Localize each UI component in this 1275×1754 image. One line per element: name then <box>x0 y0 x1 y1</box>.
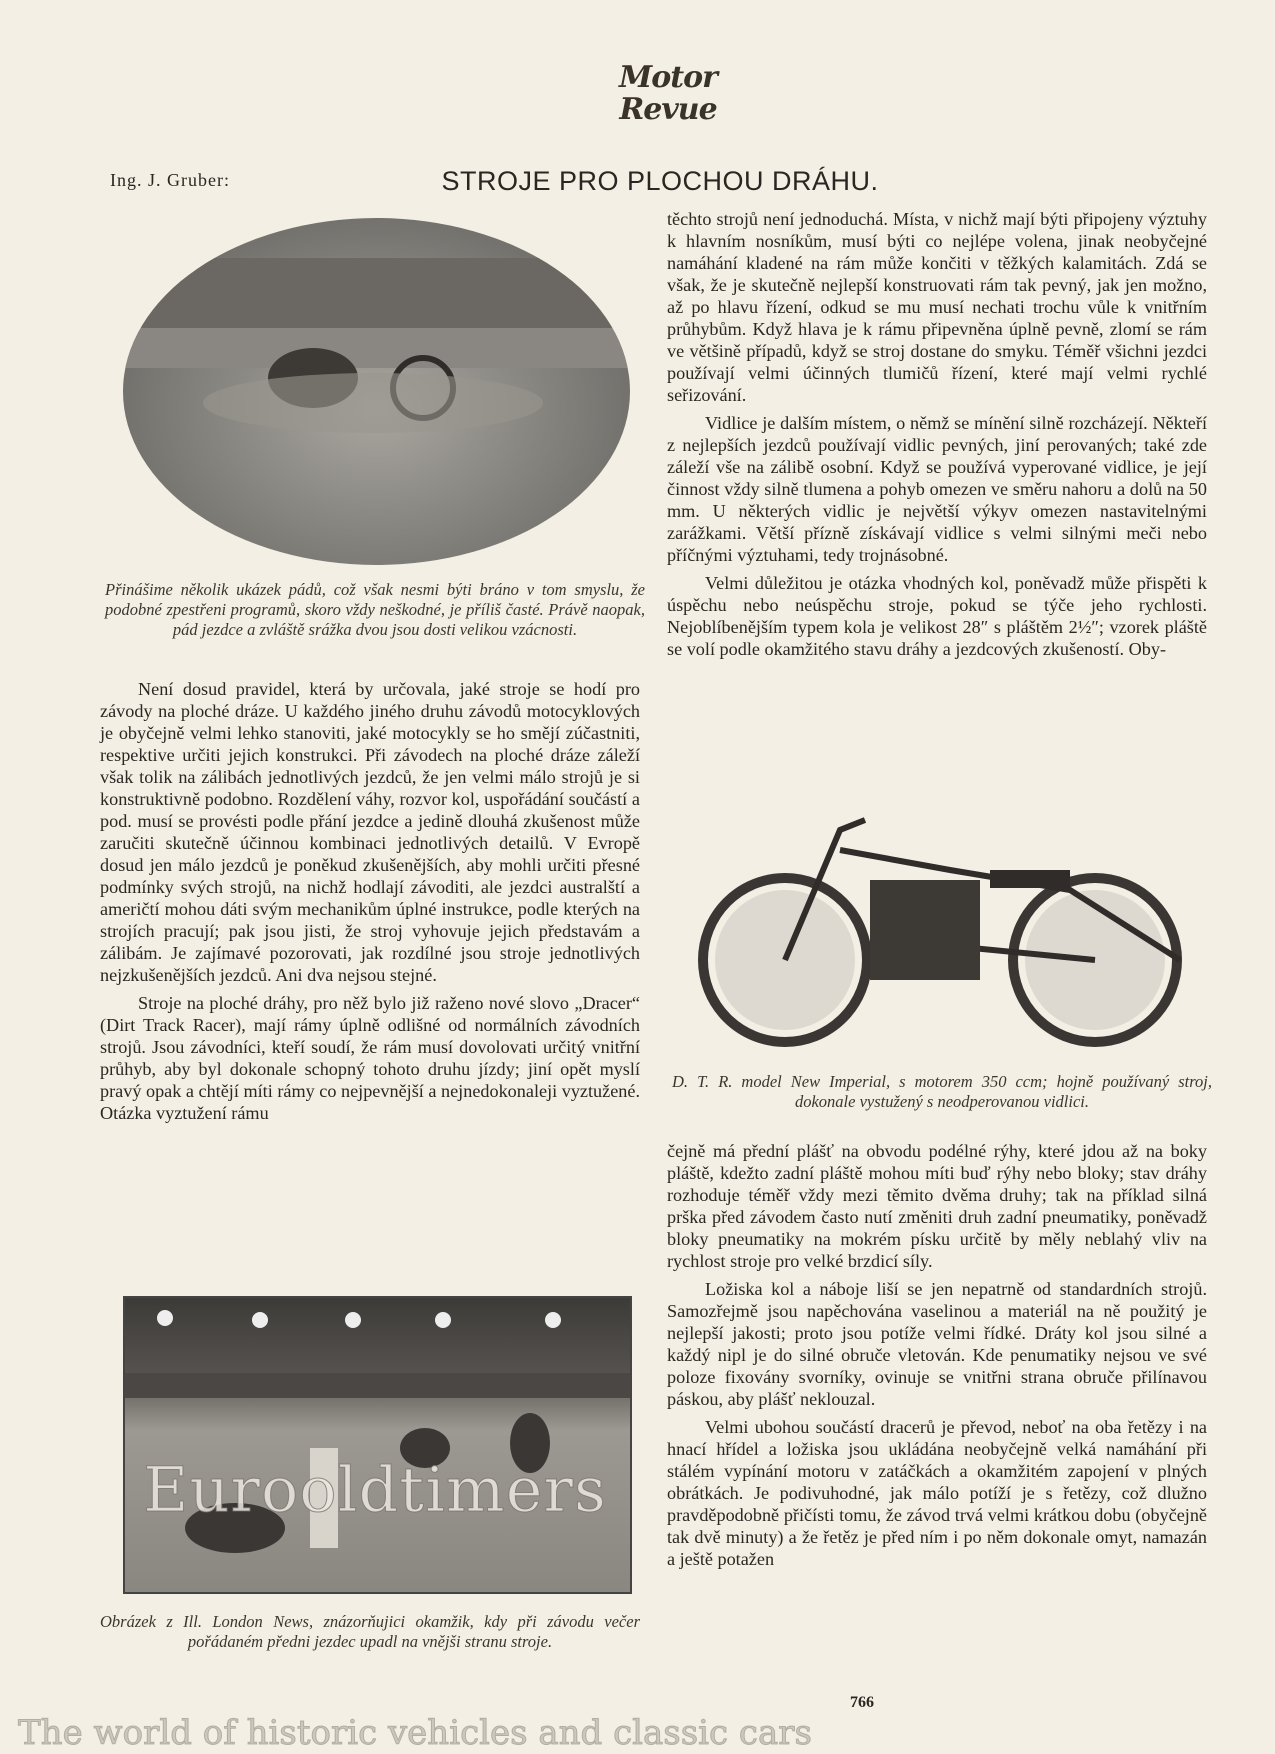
page-number: 766 <box>850 1694 874 1711</box>
watermark-tagline: The world of historic vehicles and classic cars <box>18 1713 812 1753</box>
watermark-logo: Eurooldtimers <box>143 1453 607 1526</box>
figure-caption-3: Obrázek z Ill. London News, znázorňujici okamžik, kdy při závodu večer pořádaném předni jezdec upadl na vnějši stranu stroje. <box>100 1612 640 1651</box>
paragraph: Ložiska kol a náboje liší se jen nepatrně od standardních strojů. Samozřejmě jsou napěchována vaselinou a materiál na ně použitý je nejlepší jakosti; proto jsou potíže velmi řídké. Dráty kol jsou silné a každý nipl je do silné obruče vletován. Kde penumatiky nejsou ve své poloze fixovány svorníky, ovinuje se vnitřni strana obruče přilínavou páskou, aby plášť neklouzal. <box>667 1279 1207 1409</box>
paragraph: Velmi důležitou je otázka vhodných kol, poněvadž může přispěti k úspěchu nebo neúspěchu stroje, pokud se týče jeho rychlosti. Nejoblíbenějším typem kola je velikost 28″ s pláštěm 2½″; vzorek pláště se volí podle okamžitého stavu dráhy a jezdcových zkušeností. Oby- <box>667 573 1207 659</box>
logo-line-1: Motor <box>619 60 717 95</box>
right-column-top <box>667 208 1207 666</box>
right-column-bottom <box>667 1140 1207 1576</box>
figure-caption-2: D. T. R. model New Imperial, s motorem 350 ccm; hojně používaný stroj, dokonale vystužený s neodperovanou vidlici. <box>672 1072 1212 1111</box>
paragraph: těchto strojů není jednoduchá. Místa, v nichž mají býti připojeny výztuhy k hlavním nosníkům, musí býti co nejlépe volena, jinak neobyčejné namáhání kladené na rám může končiti v těžkých kalamitách. Zdá se však, že je skutečně nejlepší konstruovati rám tak pevný, jak jen možno, až po hlavu řízení, odkud se mu musí nechati trochu vůle k vnitřním průhybům. Když hlava je k rámu připevněna úplně pevně, zlomí se rám ve většině případů, když se stroj dostane do smyku. Téměř všichni jezdci používají velmi účinných tlumičů řízení, které mají velmi rychlé seřizování. <box>667 209 1207 405</box>
author-byline: Ing. J. Gruber: <box>110 170 230 190</box>
race-illustration <box>125 1298 630 1592</box>
paragraph: Stroje na ploché dráhy, pro něž bylo již raženo nové slovo „Dracer“ (Dirt Track Racer), mají rámy úplně odlišné od normálních závodních strojů. Jsou závodníci, kteří soudí, že rám musí dovolovati určitý vnitřní průhyb, aby byl dokonale schopný tohoto druhu jízdy; jiní opět myslí pravý opak a chtějí míti rámy co nejpevnější a nejnedokonaleji vyztužené. Otázka vyztužení rámu <box>100 993 640 1123</box>
figure-caption-1: Přinášime několik ukázek pádů, což však nesmi býti bráno v tom smyslu, že podobné zpestřeni programů, skoro vždy neškodné, je příliš časté. Právě naopak, pád jezdce a zvláště srážka dvou jsou dosti velikou vzácnosti. <box>105 580 645 639</box>
magazine-logo <box>598 62 738 126</box>
paragraph: čejně má přední plášť na obvodu podélné rýhy, které jdou až na boky pláště, kdežto zadní pláště mohou míti buď rýhy nebo bloky; stav dráhy rozhoduje téměř vždy mezi těmito dvěma druhy; tak na příklad silná prška před závodem často nutí změniti druh zadní pneumatiky, poněvadž bloky pneumatiky na mokrém písku určitě by měly neblahý vliv na rychlost stroje pro velké brzdicí síly. <box>667 1141 1207 1271</box>
logo-line-2: Revue <box>619 92 717 127</box>
night-race-photo <box>123 1296 632 1594</box>
paragraph: Velmi ubohou součástí dracerů je převod, neboť na oba řetězy i na hnací hřídel a ložiska jsou ukládána neobyčejně velká namáhání při stálém vypínání motoru v zatáčkách a okamžitém zapojení v plných obrátkách. Je podivuhodné, jak málo potíží je s řetězy, což dlužno pravděpodobně přičísti tomu, že závod trvá velmi krátkou dobu (obyčejně tak dvě minuty) a že řetěz je před ním i po něm dokonale omyt, namazán a ještě potažen <box>667 1417 1207 1569</box>
motorcycle-illustration <box>690 810 1200 1055</box>
article-title: STROJE PRO PLOCHOU DRÁHU. <box>441 166 879 196</box>
crash-illustration <box>123 218 630 565</box>
paragraph: Vidlice je dalším místem, o němž se mínění silně rozcházejí. Někteří z nejlepších jezdců používají vidlic pevných, jiní perovaných; také zde záleží vše na zálibě osobní. Když se používá vyperované vidlice, je její činnost vždy silně tlumena a pohyb omezen ve směru nahoru a dolů na 50 mm. U některých vidlic je největší výkyv omezen nastavitelnými zarážkami. Větší přízně získávají vidlice s velmi silnými meči nebo příčnými výztuhami, tedy trojnásobné. <box>667 413 1207 565</box>
crash-photo <box>123 218 630 565</box>
motorcycle-photo <box>690 810 1200 1055</box>
paragraph: Není dosud pravidel, která by určovala, jaké stroje se hodí pro závody na ploché dráze. U každého jiného druhu závodů motocyklových je obyčejně velmi lehko stanoviti, jaké motocykly se ho smějí zúčastniti, respektive určiti jejich konstrukci. Při závodech na ploché dráze záleží však tolik na zálibách jednotlivých jezdců, že jen velmi málo strojů je si konstruktivně podobno. Rozdělení váhy, rozvor kol, uspořádání součástí a pod. musí se provésti podle přání jezdce a jedině dlouhá zkušenost může zaručiti skutečně účinnou kombinaci jednotlivých detailů. V Evropě dosud jen málo jezdců je poněkud zkušenějších, aby mohli určiti přesné podmínky svých strojů, na nichž hodlají závoditi, ale jezdci australští a američtí mohou dáti svým mechanikům úplné instrukce, podle kterých na strojích pracují; pak jsou jisti, že stroj vyhovuje jejich představám a zálibám. Je zajímavé pozorovati, jak rozdílné jsou stroje jednotlivých nejzkušenějších jezdců. Ani dva nejsou stejné. <box>100 679 640 985</box>
left-column <box>100 678 640 1130</box>
